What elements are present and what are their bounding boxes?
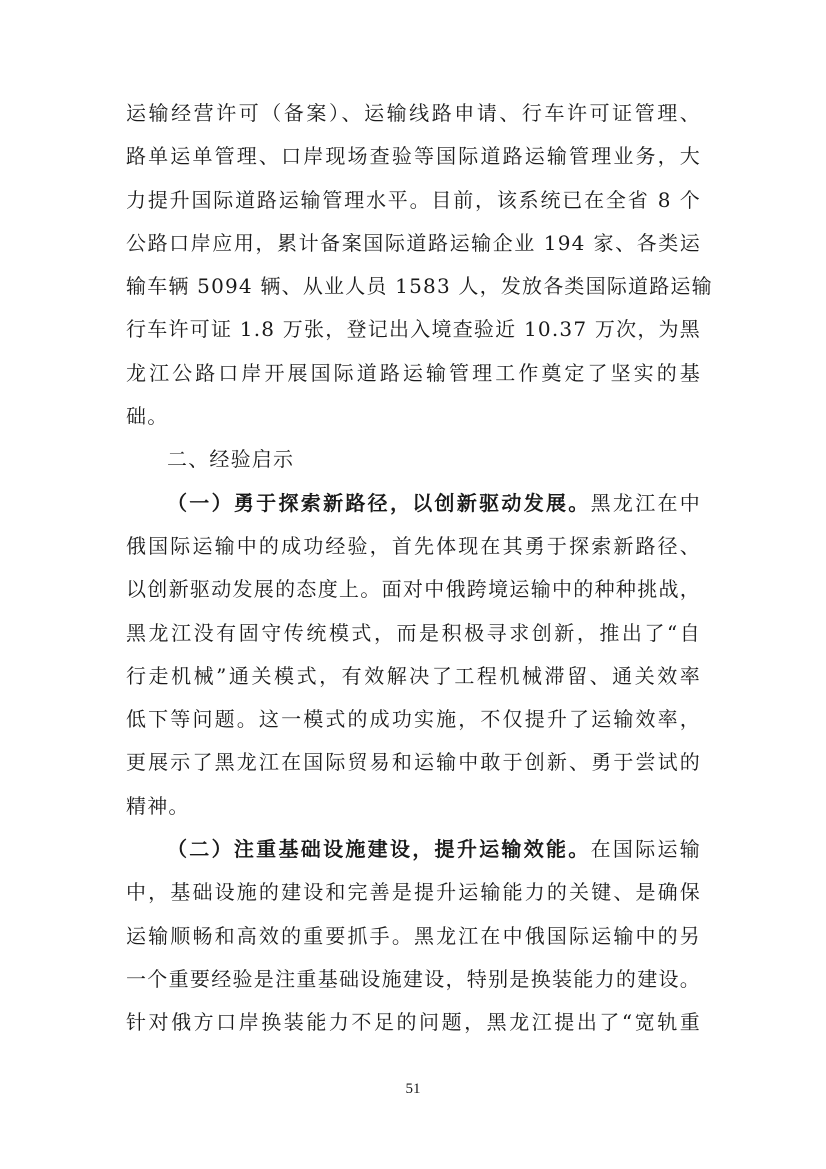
section-heading: 二、经验启示	[167, 447, 295, 472]
paragraph-1-line: 路单运单管理、口岸现场查验等国际道路运输管理业务，大	[126, 144, 701, 169]
body-text	[126, 92, 713, 1045]
paragraph-2-line: 黑龙江没有固守传统模式，而是积极寻求创新，推出了“自	[126, 620, 701, 645]
paragraph-3-bold-lead: （二）注重基础设施建设，提升运输效能。	[167, 837, 591, 862]
page-number: 51	[405, 1081, 421, 1097]
paragraph-1-line: 础。	[126, 404, 169, 429]
paragraph-2-line: 更展示了黑龙江在国际贸易和运输中敢于创新、勇于尝试的	[126, 750, 701, 775]
paragraph-2-first-line-rest: 黑龙江在中	[590, 490, 701, 515]
paragraph-2-line: 俄国际运输中的成功经验，首先体现在其勇于探索新路径、	[126, 533, 701, 558]
paragraph-3-first-line-rest: 在国际运输	[590, 837, 701, 862]
paragraph-3-line: 针对俄方口岸换装能力不足的问题，黑龙江提出了“宽轨重	[126, 1010, 701, 1035]
paragraph-3-line: 中，基础设施的建设和完善是提升运输能力的关键、是确保	[126, 880, 701, 905]
paragraph-2-line: 低下等问题。这一模式的成功实施，不仅提升了运输效率，	[126, 707, 701, 732]
paragraph-3-first-line	[126, 828, 701, 871]
paragraph-1-line: 公路口岸应用，累计备案国际道路运输企业 194 家、各类运	[126, 230, 701, 255]
paragraph-1-line: 输车辆 5094 辆、从业人员 1583 人，发放各类国际道路运输	[126, 274, 713, 299]
paragraph-1-line: 行车许可证 1.8 万张，登记出入境查验近 10.37 万次，为黑	[126, 317, 701, 342]
paragraph-1-line: 运输经营许可（备案）、运输线路申请、行车许可证管理、	[126, 101, 701, 125]
paragraph-2-first-line	[126, 482, 701, 525]
paragraph-1-line: 力提升国际道路运输管理水平。目前，该系统已在全省 8 个	[126, 187, 701, 212]
paragraph-3-line: 一个重要经验是注重基础设施建设，特别是换装能力的建设。	[126, 966, 701, 991]
paragraph-2-line: 以创新驱动发展的态度上。面对中俄跨境运输中的种种挑战，	[126, 577, 701, 602]
paragraph-1-line: 龙江公路口岸开展国际道路运输管理工作奠定了坚实的基	[126, 360, 701, 385]
paragraph-3-line: 运输顺畅和高效的重要抓手。黑龙江在中俄国际运输中的另	[126, 923, 701, 948]
paragraph-2-line: 精神。	[126, 793, 190, 818]
paragraph-2-bold-lead: （一）勇于探索新路径，以创新驱动发展。	[167, 490, 591, 515]
paragraph-2-line: 行走机械”通关模式，有效解决了工程机械滞留、通关效率	[126, 663, 701, 688]
